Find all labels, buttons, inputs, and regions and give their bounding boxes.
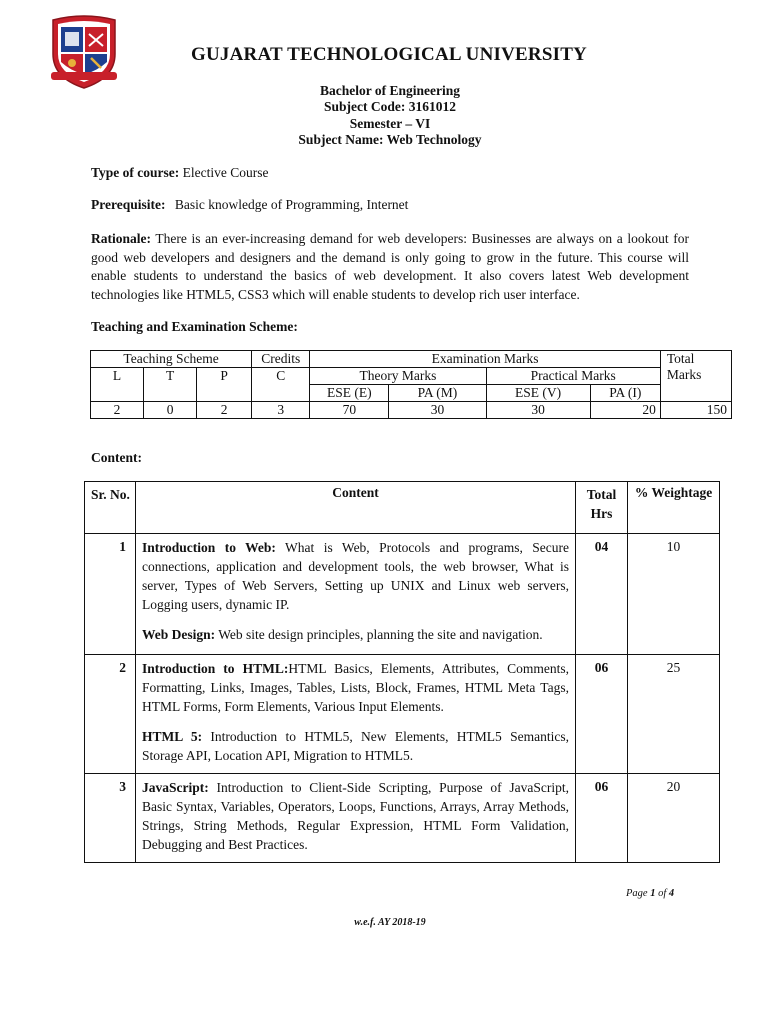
content-block xyxy=(142,659,569,716)
p-value: 2 xyxy=(197,402,252,419)
c-value: 3 xyxy=(252,402,310,419)
course-type xyxy=(91,165,268,181)
scheme-heading: Teaching and Examination Scheme: xyxy=(91,319,298,334)
rationale xyxy=(91,230,689,304)
topic-text: Web site design principles, planning the site and navigation. xyxy=(215,627,543,642)
topic-title: Web Design: xyxy=(142,627,216,642)
credits-header: Credits xyxy=(252,351,310,368)
teaching-exam-scheme-table xyxy=(90,350,732,419)
t-value: 0 xyxy=(144,402,197,419)
weightage: 20 xyxy=(628,774,720,863)
c-header: C xyxy=(252,368,310,402)
rationale-label: Rationale: xyxy=(91,231,151,246)
content-block xyxy=(142,727,569,765)
subject-header xyxy=(0,83,768,148)
ese-e-header: ESE (E) xyxy=(310,385,389,402)
content-table xyxy=(84,481,720,863)
sr-no-header: Sr. No. xyxy=(85,482,136,534)
sr-no: 2 xyxy=(85,655,136,774)
weightage-header: % Weightage xyxy=(628,482,720,534)
total-hrs: 06 xyxy=(576,774,628,863)
topic-text: What is Web, Protocols and programs, Secure connections, application and development tools, the web browser, What is server, Types of Web Servers, Setting up UNIX and Linux web servers, Logging users, dynamic IP. xyxy=(142,540,569,612)
content-header: Content xyxy=(136,482,576,534)
pa-i-value: 20 xyxy=(590,402,660,419)
pa-i-header: PA (I) xyxy=(590,385,660,402)
content-block xyxy=(142,538,569,614)
teaching-scheme-header: Teaching Scheme xyxy=(91,351,252,368)
sr-no: 1 xyxy=(85,534,136,655)
topic-title: HTML 5: xyxy=(142,729,203,744)
subject-code: Subject Code: 3161012 xyxy=(324,99,456,115)
subject-name: Subject Name: Web Technology xyxy=(298,131,482,147)
total-hrs: 04 xyxy=(576,534,628,655)
content-cell xyxy=(136,655,576,774)
page-current: 1 xyxy=(650,888,656,899)
topic-title: Introduction to Web: xyxy=(142,540,276,555)
content-cell xyxy=(136,774,576,863)
topic-title: Introduction to HTML: xyxy=(142,661,289,676)
page-of: of xyxy=(655,888,669,899)
degree: Bachelor of Engineering xyxy=(320,83,460,98)
page-prefix: Page xyxy=(626,888,651,899)
prerequisite xyxy=(91,197,408,213)
pa-m-header: PA (M) xyxy=(389,385,486,402)
prerequisite-value: Basic knowledge of Programming, Internet xyxy=(174,197,409,212)
practical-marks-header: Practical Marks xyxy=(486,368,660,385)
total-marks-value: 150 xyxy=(660,402,731,419)
rationale-text: There is an ever-increasing demand for web developers: Businesses are always on a lookout for good web developers and designers and the demand is only going to grow in the future. This course will enable students to understand the basics of web development. It also covers latest Web development technologies like HTML5, CSS3 which will enable students to develop rich user interface. xyxy=(91,231,689,302)
ese-e-value: 70 xyxy=(310,402,389,419)
ese-v-value: 30 xyxy=(486,402,590,419)
l-value: 2 xyxy=(91,402,144,419)
total-hrs-header: Total Hrs xyxy=(576,482,628,534)
total-hrs: 06 xyxy=(576,655,628,774)
topic-text: Introduction to HTML5, New Elements, HTML5 Semantics, Storage API, Location API, Migration to HTML5. xyxy=(142,729,569,763)
page-number xyxy=(626,888,674,899)
p-header: P xyxy=(197,368,252,402)
pa-m-value: 30 xyxy=(389,402,486,419)
table-row xyxy=(85,534,720,655)
prerequisite-label: Prerequisite: xyxy=(91,197,166,212)
weightage: 10 xyxy=(628,534,720,655)
topic-text: Introduction to Client-Side Scripting, Purpose of JavaScript, Basic Syntax, Variables, Operators, Loops, Functions, Arrays, Array Methods, Strings, String Methods, Regular Expression, HTML Form Validation, Debugging and Best Practices. xyxy=(142,780,569,852)
table-row xyxy=(85,774,720,863)
theory-marks-header: Theory Marks xyxy=(310,368,486,385)
page-total: 4 xyxy=(668,888,675,899)
effective-from: w.e.f. AY 2018-19 xyxy=(354,917,426,928)
course-type-value: Elective Course xyxy=(182,165,269,180)
topic-title: JavaScript: xyxy=(142,780,209,795)
l-header: L xyxy=(91,368,144,402)
sr-no: 3 xyxy=(85,774,136,863)
topic-text: HTML Basics, Elements, Attributes, Comments, Formatting, Links, Images, Tables, Lists, Block, Frames, HTML Meta Tags, HTML Forms, Form Elements, Various Input Elements. xyxy=(142,661,570,714)
content-block xyxy=(142,778,569,854)
ese-v-header: ESE (V) xyxy=(486,385,590,402)
total-marks-header: Total Marks xyxy=(660,351,731,402)
weightage: 25 xyxy=(628,655,720,774)
university-name: GUJARAT TECHNOLOGICAL UNIVERSITY xyxy=(191,44,587,65)
content-cell xyxy=(136,534,576,655)
content-heading: Content: xyxy=(91,450,142,465)
examination-marks-header: Examination Marks xyxy=(310,351,661,368)
semester: Semester – VI xyxy=(349,115,431,131)
content-block xyxy=(142,625,569,644)
t-header: T xyxy=(144,368,197,402)
table-row xyxy=(85,655,720,774)
course-type-label: Type of course: xyxy=(91,165,180,180)
